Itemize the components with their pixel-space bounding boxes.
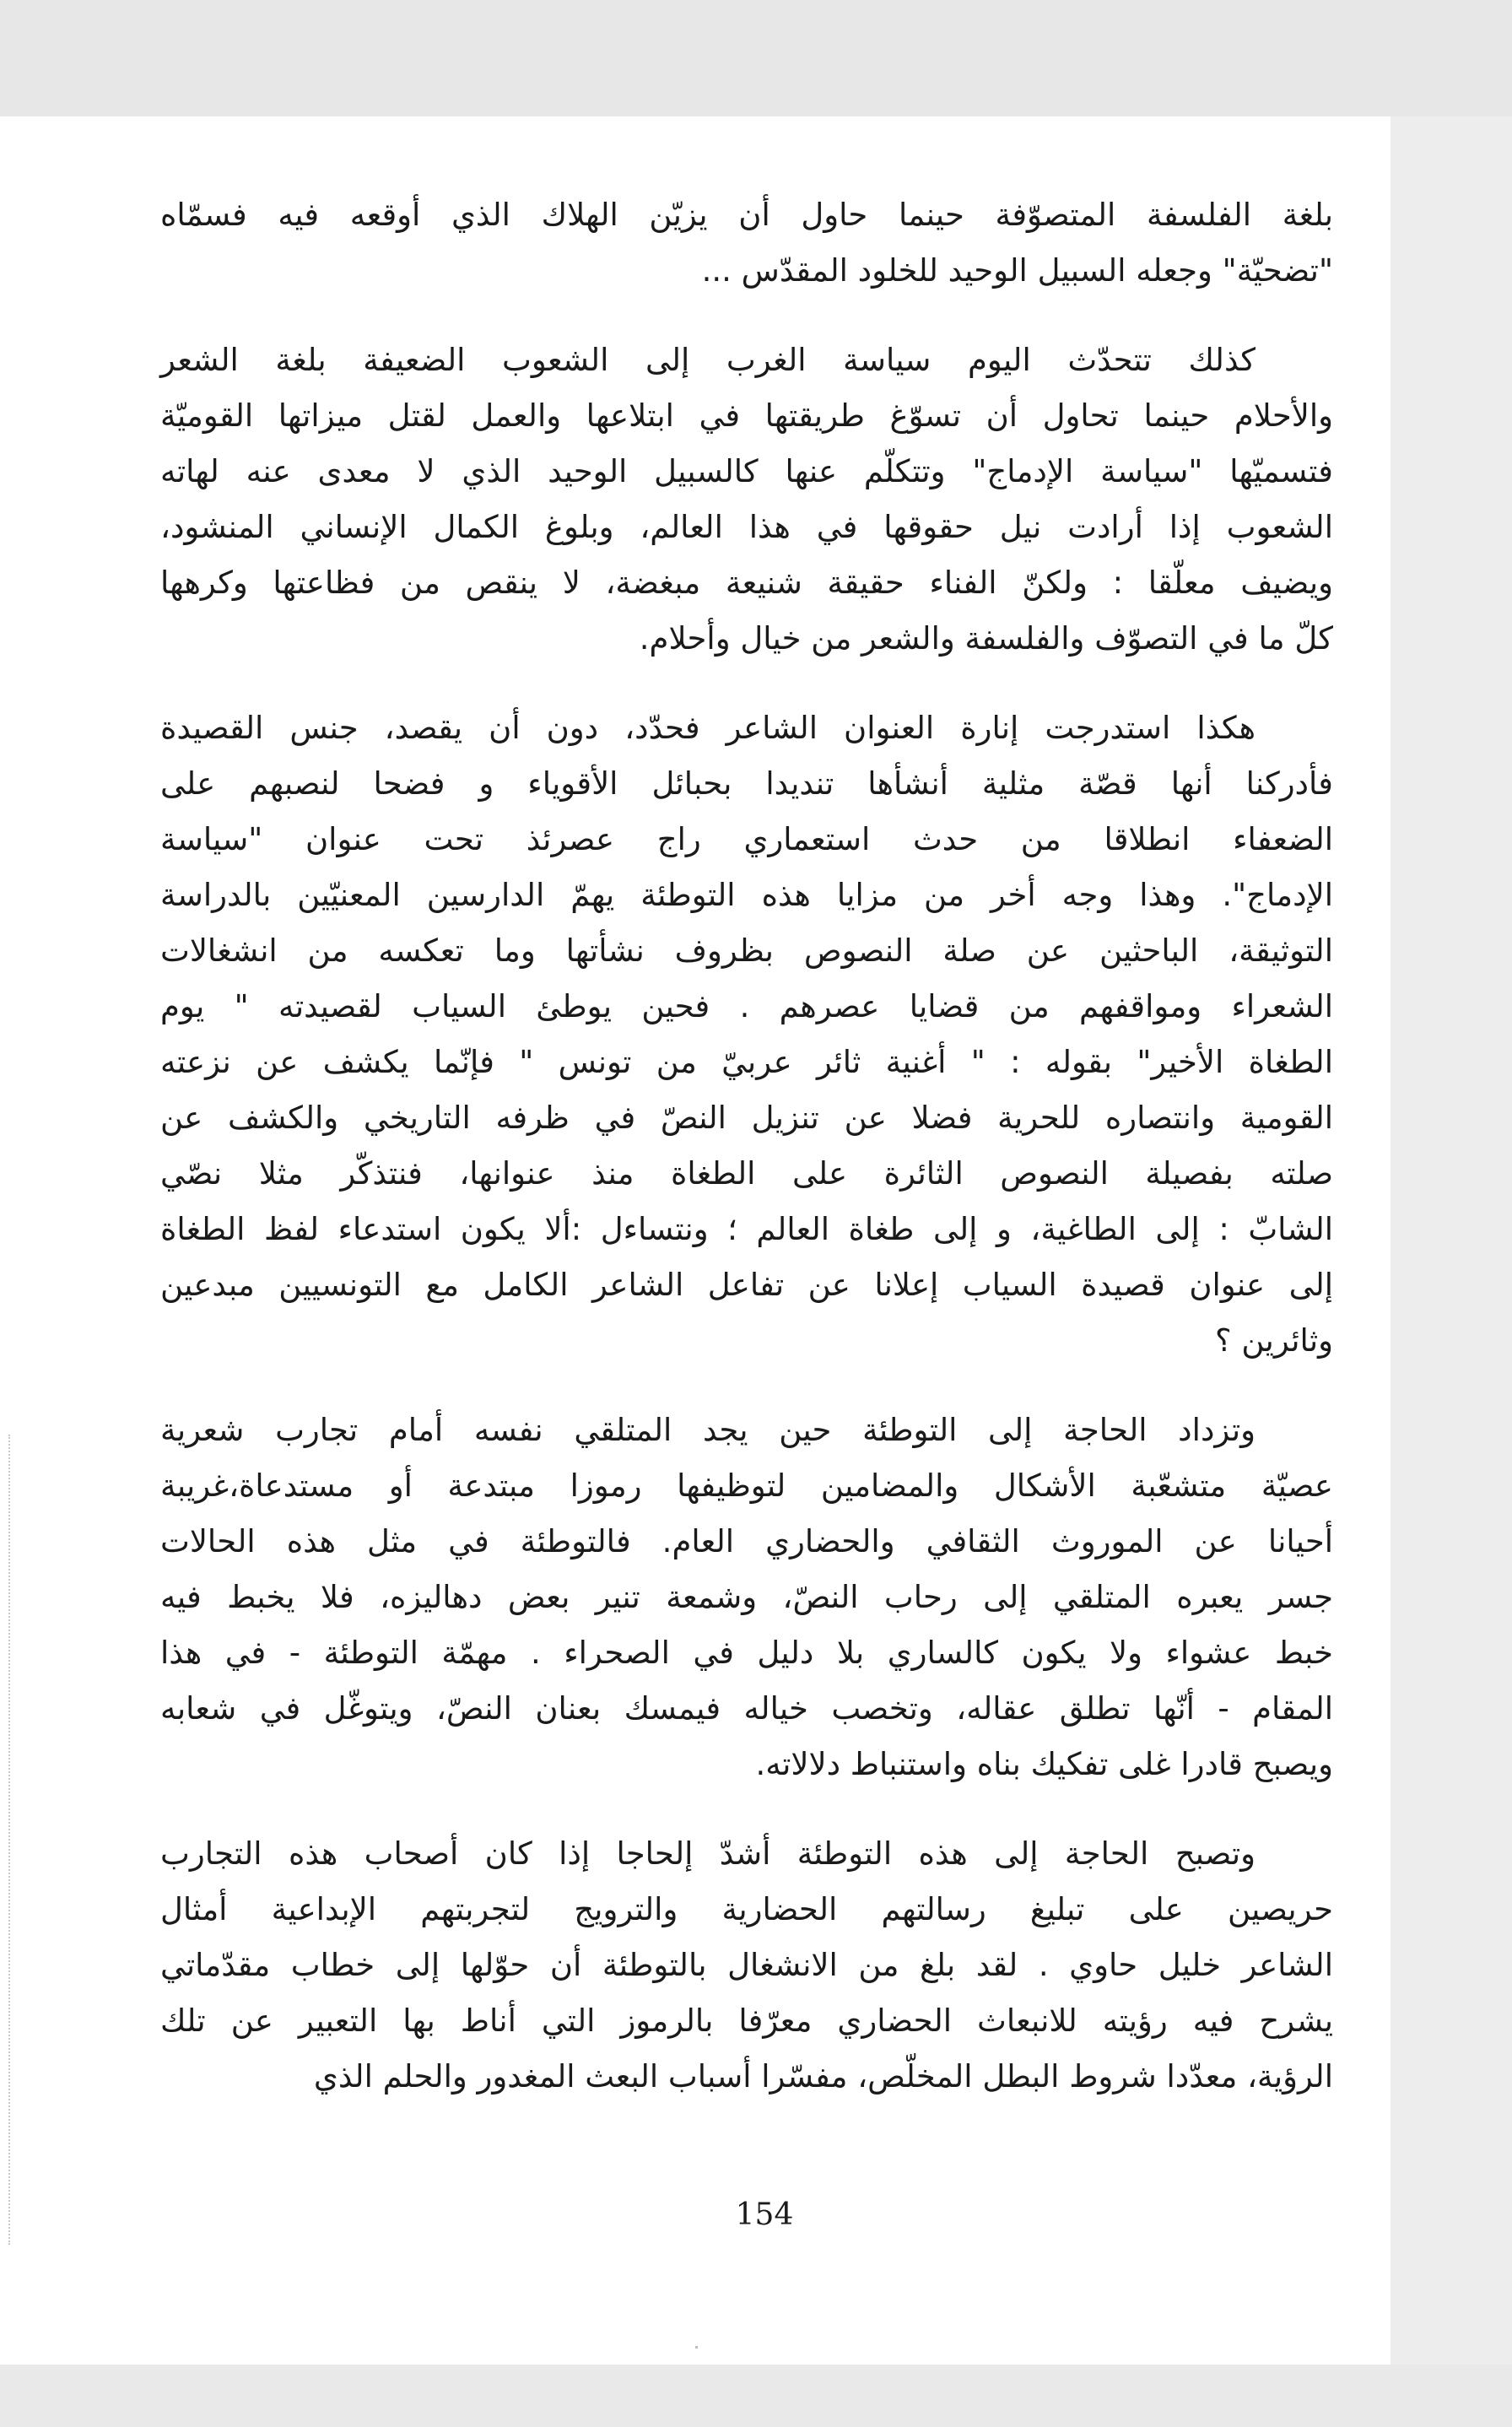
text-line: إلى عنوان قصيدة السياب إعلانا عن تفاعل الشاعر الكامل مع التونسيين مبدعين	[160, 1267, 1333, 1303]
text-line: المقام - أنّها تطلق عقاله، وتخصب خياله فيمسك بعنان النصّ، ويتوغّل في شعابه	[160, 1690, 1333, 1727]
paragraph	[160, 1403, 1333, 1792]
text-line: الشعوب إذا أرادت نيل حقوقها في هذا العالم، وبلوغ الكمال الإنساني المنشود،	[160, 509, 1333, 545]
text-line: وتصبح الحاجة إلى هذه التوطئة أشدّ إلحاجا إذا كان أصحاب هذه التجارب	[160, 1835, 1256, 1872]
scan-speck	[695, 2346, 698, 2349]
text-line: حريصين على تبليغ رسالتهم الحضارية والترويج لتجربتهم الإبداعية أمثال	[160, 1891, 1333, 1927]
paragraph	[160, 700, 1333, 1369]
text-line: يشرح فيه رؤيته للانبعاث الحضاري معرّفا بالرموز التي أناط بها التعبير عن تلك	[160, 2003, 1333, 2039]
text-line: الإدماج". وهذا وجه أخر من مزايا هذه التوطئة يهمّ الدارسين المعنيّين بالدراسة	[160, 877, 1333, 913]
text-line: الشاعر خليل حاوي . لقد بلغ من الانشغال بالتوطئة أن حوّلها إلى خطاب مقدّماتي	[160, 1947, 1333, 1983]
text-line: ويصبح قادرا غلى تفكيك بناه واستنباط دلالاته.	[755, 1746, 1333, 1782]
binding-edge-marks	[8, 1435, 14, 2245]
text-line: هكذا استدرجت إنارة العنوان الشاعر فحدّد، دون أن يقصد، جنس القصيدة	[160, 710, 1256, 746]
text-line: بلغة الفلسفة المتصوّفة حينما حاول أن يزيّن الهلاك الذي أوقعه فيه فسمّاه	[160, 197, 1333, 233]
text-line: "تضحيّة" وجعله السبيل الوحيد للخلود المقدّس ...	[701, 252, 1333, 289]
text-line: أحيانا عن الموروث الثقافي والحضاري العام. فالتوطئة في مثل هذه الحالات	[160, 1523, 1333, 1559]
text-line: خبط عشواء ولا يكون كالساري بلا دليل في الصحراء . مهمّة التوطئة - في هذا	[160, 1635, 1333, 1671]
text-line: الرؤية، معدّدا شروط البطل المخلّص، مفسّرا أسباب البعث المغدور والحلم الذي	[313, 2058, 1333, 2095]
text-line: والأحلام حينما تحاول أن تسوّغ طريقتها في ابتلاعها والعمل لقتل ميزاتها القوميّة	[160, 397, 1333, 434]
text-line: التوثيقة، الباحثين عن صلة النصوص بظروف نشأتها وما تعكسه من انشغالات	[160, 932, 1333, 969]
scan-bottom-margin	[0, 2365, 1512, 2427]
text-line: كذلك تتحدّث اليوم سياسة الغرب إلى الشعوب الضعيفة بلغة الشعر	[160, 342, 1256, 378]
page-body-text	[160, 187, 1333, 2138]
text-line: صلته بفصيلة النصوص الثائرة على الطغاة منذ عنوانها، فنتذكّر مثلا نصّي	[160, 1155, 1333, 1192]
text-line: فأدركنا أنها قصّة مثلية أنشأها تنديدا بحبائل الأقوياء و فضحا لنصبهم على	[160, 765, 1333, 802]
paragraph	[160, 332, 1333, 667]
text-line: ويضيف معلّقا : ولكنّ الفناء حقيقة شنيعة مبغضة، لا ينقص من فظاعتها وكرهها	[160, 565, 1333, 601]
page-number: 154	[735, 2197, 794, 2232]
text-line: الضعفاء انطلاقا من حدث استعماري راج عصرئذ تحت عنوان "سياسة	[160, 821, 1333, 857]
text-line: الشعراء ومواقفهم من قضايا عصرهم . فحين يوطئ السياب لقصيدته " يوم	[160, 988, 1333, 1024]
text-line: القومية وانتصاره للحرية فضلا عن تنزيل النصّ في ظرفه التاريخي والكشف عن	[160, 1100, 1333, 1136]
text-line: فتسميّها "سياسة الإدماج" وتتكلّم عنها كالسبيل الوحيد الذي لا معدى عنه لهاته	[160, 453, 1333, 489]
text-line: الطغاة الأخير" بقوله : " أغنية ثائر عربيّ من تونس " فإنّما يكشف عن نزعته	[160, 1044, 1333, 1080]
paragraph	[160, 187, 1333, 299]
paragraph	[160, 1826, 1333, 2105]
scan-right-margin	[1390, 116, 1512, 2365]
scan-top-margin	[0, 0, 1512, 116]
text-line: جسر يعبره المتلقي إلى رحاب النصّ، وشمعة تنير بعض دهاليزه، فلا يخبط فيه	[160, 1579, 1333, 1615]
text-line: وثائرين ؟	[1214, 1322, 1333, 1359]
text-line: وتزداد الحاجة إلى التوطئة حين يجد المتلقي نفسه أمام تجارب شعرية	[160, 1412, 1256, 1448]
text-line: كلّ ما في التصوّف والفلسفة والشعر من خيال وأحلام.	[639, 620, 1333, 657]
text-line: عصيّة متشعّبة الأشكال والمضامين لتوظيفها رموزا مبتدعة أو مستدعاة،غريبة	[160, 1468, 1333, 1504]
text-line: الشابّ : إلى الطاغية، و إلى طغاة العالم ؛ ونتساءل :ألا يكون استدعاء لفظ الطغاة	[160, 1211, 1333, 1247]
